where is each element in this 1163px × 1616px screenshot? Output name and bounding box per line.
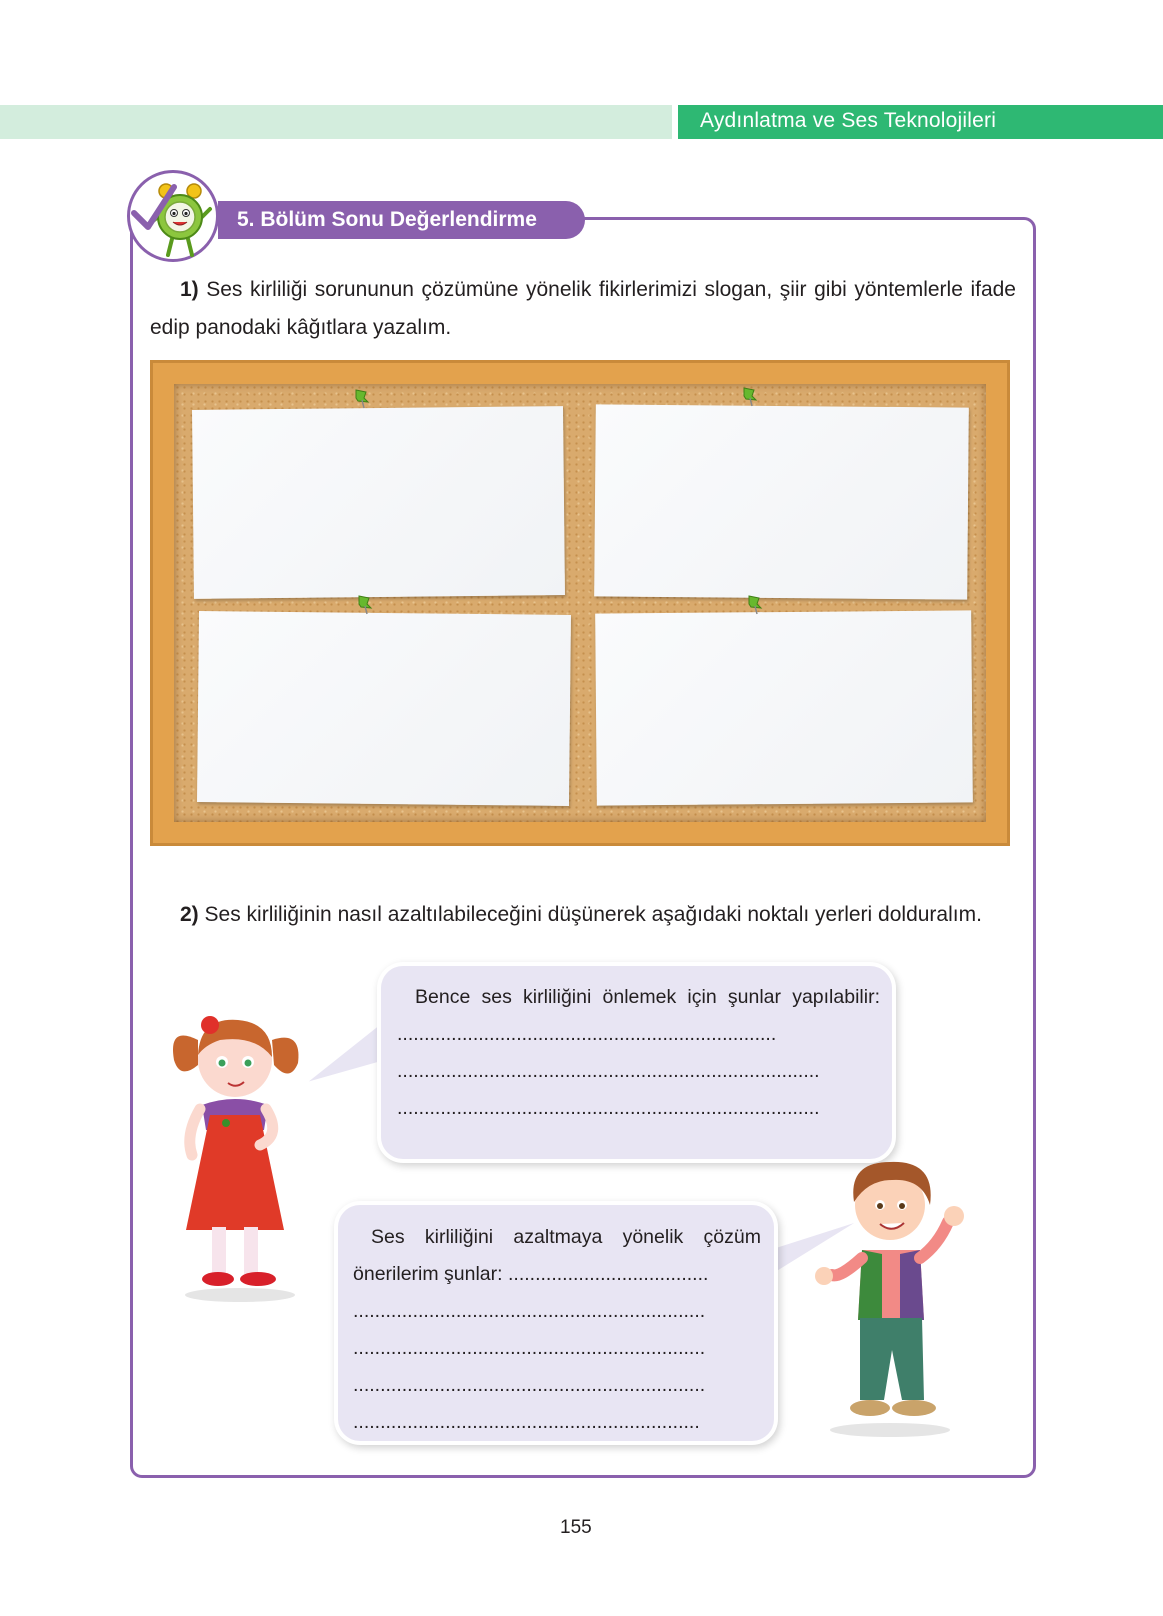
- speech-bubble-boy-text: [353, 1219, 761, 1441]
- section-badge: [127, 170, 219, 262]
- push-pin-icon: [352, 388, 372, 410]
- answer-dots[interactable]: .................................................................: [353, 1300, 706, 1322]
- answer-dots[interactable]: .................................................................: [353, 1337, 706, 1359]
- question-2-text: Ses kirliliğinin nasıl azaltılabileceğini düşünerek aşağıdaki noktalı yerleri dolduralım.: [204, 903, 982, 926]
- push-pin-icon: [355, 594, 375, 616]
- note-paper-4[interactable]: [595, 610, 973, 805]
- note-paper-2[interactable]: [594, 404, 969, 599]
- answer-dots[interactable]: ................................................................: [353, 1411, 700, 1433]
- question-1-text: Ses kirliliği sorununun çözümüne yönelik fikirlerimizi slogan, şiir gibi yöntemlerle ifade edip panodaki kâğıtlara yazalım.: [150, 278, 1016, 339]
- bubble-1-prompt: Bence ses kirliliğini önlemek için şunlar yapılabilir:: [415, 986, 880, 1008]
- note-paper-1[interactable]: [192, 406, 565, 599]
- page-number: 155: [560, 1517, 592, 1538]
- answer-dots[interactable]: .................................................................: [353, 1374, 706, 1396]
- header-title: Aydınlatma ve Ses Teknolojileri: [700, 109, 997, 132]
- girl-illustration: [160, 1005, 320, 1305]
- question-2-number: 2): [180, 903, 199, 926]
- answer-dots[interactable]: ..............................................................................: [397, 1097, 820, 1119]
- speech-bubble-girl-text: [397, 979, 880, 1127]
- header-band-light: [0, 105, 672, 139]
- question-1-number: 1): [180, 278, 199, 301]
- alarm-clock-check-icon: [130, 173, 216, 259]
- boy-illustration: [810, 1150, 980, 1440]
- answer-dots[interactable]: ..............................................................................: [397, 1060, 820, 1082]
- push-pin-icon: [740, 386, 760, 408]
- answer-dots[interactable]: ......................................................................: [397, 1023, 777, 1045]
- push-pin-icon: [745, 594, 765, 616]
- section-title: 5. Bölüm Sonu Değerlendirme: [237, 208, 537, 231]
- bubble-2-prompt: Ses kirliliğini azaltmaya yönelik çözüm önerilerim şunlar:: [353, 1226, 761, 1285]
- question-1: [150, 271, 1016, 347]
- question-2: [150, 896, 1016, 934]
- note-paper-3[interactable]: [197, 611, 571, 806]
- answer-dots[interactable]: .....................................: [507, 1263, 709, 1285]
